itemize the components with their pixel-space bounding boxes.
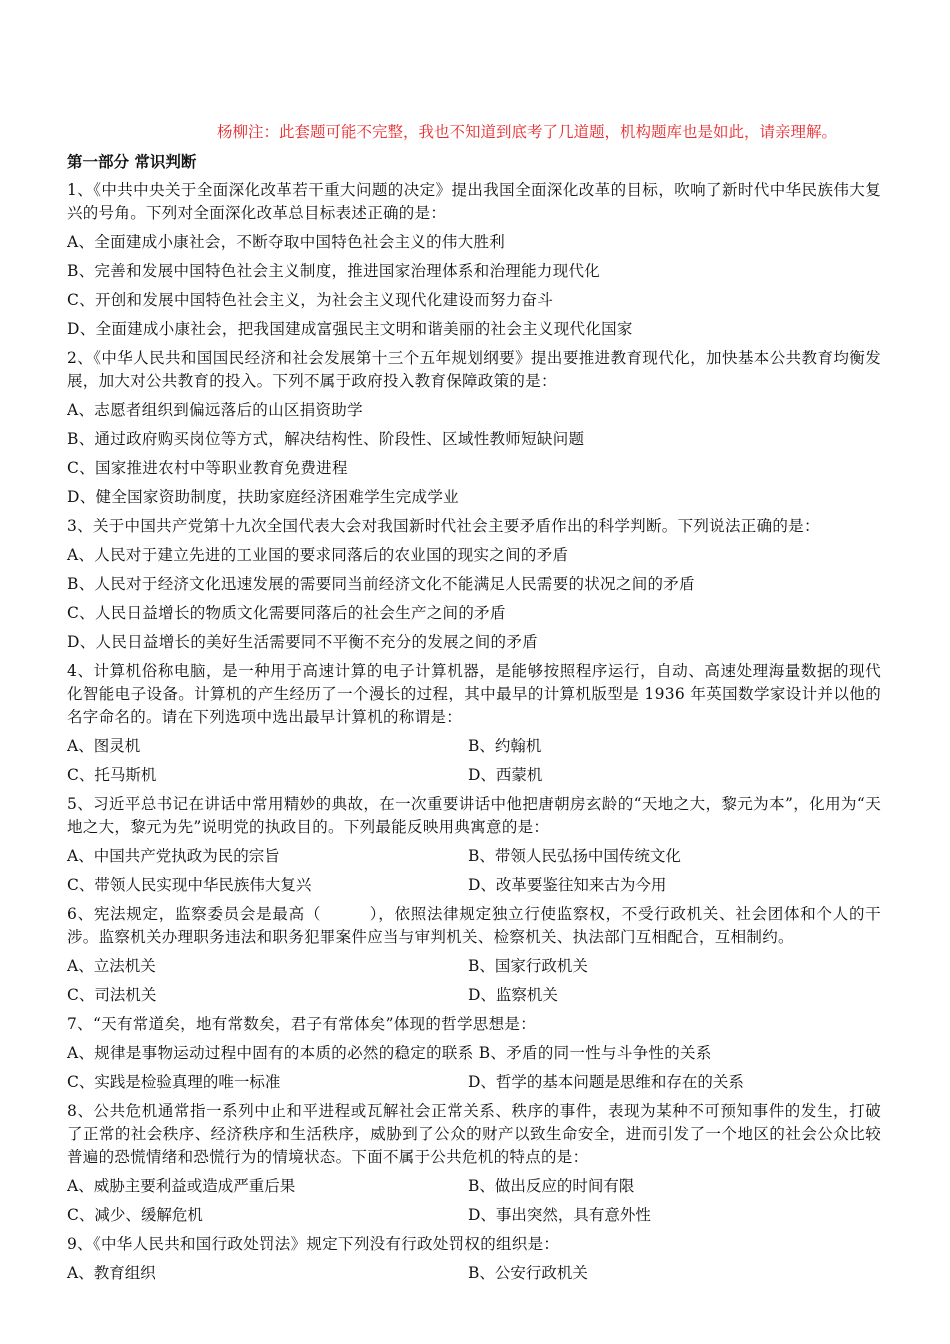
option-d: D、西蒙机 — [468, 766, 543, 784]
question-9 — [67, 1227, 881, 1285]
option-a: A、全面建成小康社会，不断夺取中国特色社会主义的伟大胜利 — [67, 233, 506, 251]
option-a: A、教育组织 — [67, 1264, 156, 1282]
option-b: B、国家行政机关 — [468, 957, 588, 975]
option-c: C、国家推进农村中等职业教育免费进程 — [67, 459, 348, 477]
option-c: C、开创和发展中国特色社会主义，为社会主义现代化建设而努力奋斗 — [67, 291, 554, 309]
option-a: A、立法机关 — [67, 957, 156, 975]
section-title: 第一部分 常识判断 — [67, 152, 197, 171]
option-d: D、监察机关 — [468, 986, 558, 1004]
option-b: B、人民对于经济文化迅速发展的需要同当前经济文化不能满足人民需要的状况之间的矛盾 — [67, 575, 695, 593]
option-c: C、司法机关 — [67, 986, 157, 1004]
option-d: D、健全国家资助制度，扶助家庭经济困难学生完成学业 — [67, 488, 459, 506]
option-a: A、志愿者组织到偏远落后的山区捐资助学 — [67, 401, 363, 419]
option-b: B、公安行政机关 — [468, 1264, 588, 1282]
option-a: A、图灵机 — [67, 737, 141, 755]
question-6 — [67, 897, 881, 1007]
question-7 — [67, 1007, 881, 1094]
option-c: C、人民日益增长的物质文化需要同落后的社会生产之间的矛盾 — [67, 604, 506, 622]
option-d: D、全面建成小康社会，把我国建成富强民主文明和谐美丽的社会主义现代化国家 — [67, 320, 633, 338]
option-b: B、带领人民弘扬中国传统文化 — [468, 847, 681, 865]
question-stem: 6、宪法规定，监察委员会是最高（ ），依照法律规定独立行使监察权，不受行政机关、社会团体和个人的干涉。监察机关办理职务违法和职务犯罪案件应当与审判机关、检察机关、执法部门互相配合，互相制约。 — [67, 905, 881, 946]
question-1 — [67, 173, 881, 341]
option-a-b: A、规律是事物运动过程中固有的本质的必然的稳定的联系 B、矛盾的同一性与斗争性的关系 — [67, 1044, 712, 1062]
editor-note: 杨柳注：此套题可能不完整，我也不知道到底考了几道题，机构题库也是如此，请亲理解。 — [216, 123, 837, 141]
option-a: A、中国共产党执政为民的宗旨 — [67, 847, 280, 865]
question-5 — [67, 787, 881, 897]
option-b: B、做出反应的时间有限 — [468, 1177, 635, 1195]
option-b: B、完善和发展中国特色社会主义制度，推进国家治理体系和治理能力现代化 — [67, 262, 601, 280]
option-c: C、托马斯机 — [67, 766, 157, 784]
document-page — [67, 121, 881, 1285]
question-stem: 4、计算机俗称电脑，是一种用于高速计算的电子计算机器，是能够按照程序运行，自动、高速处理海量数据的现代化智能电子设备。计算机的产生经历了一个漫长的过程，其中最早的计算机版型是 1936 年英国数学家设计并以他的名字命名的。请在下列选项中选出最早计算机的称谓是： — [67, 662, 881, 726]
question-3 — [67, 509, 881, 654]
option-a: A、人民对于建立先进的工业国的要求同落后的农业国的现实之间的矛盾 — [67, 546, 569, 564]
option-d: D、哲学的基本问题是思维和存在的关系 — [468, 1073, 744, 1091]
question-stem: 1、《中共中央关于全面深化改革若干重大问题的决定》提出我国全面深化改革的目标，吹响了新时代中华民族伟大复兴的号角。下列对全面深化改革总目标表述正确的是： — [67, 181, 881, 222]
option-a: A、威胁主要利益或造成严重后果 — [67, 1177, 296, 1195]
option-c: C、实践是检验真理的唯一标准 — [67, 1073, 281, 1091]
question-4 — [67, 654, 881, 787]
question-2 — [67, 341, 881, 509]
question-stem: 2、《中华人民共和国国民经济和社会发展第十三个五年规划纲要》提出要推进教育现代化，加快基本公共教育均衡发展，加大对公共教育的投入。下列不属于政府投入教育保障政策的是： — [67, 349, 881, 390]
question-stem: 3、关于中国共产党第十九次全国代表大会对我国新时代社会主要矛盾作出的科学判断。下列说法正确的是： — [67, 517, 820, 535]
option-d: D、事出突然，具有意外性 — [468, 1206, 651, 1224]
question-stem: 8、公共危机通常指一系列中止和平进程或瓦解社会正常关系、秩序的事件，表现为某种不可预知事件的发生，打破了正常的社会秩序、经济秩序和生活秩序，威胁到了公众的财产以致生命安全，进而引发了一个地区的社会公众比较普遍的恐慌情绪和恐慌行为的情境状态。下面不属于公共危机的特点的是： — [67, 1102, 881, 1166]
option-c: C、带领人民实现中华民族伟大复兴 — [67, 876, 312, 894]
option-b: B、约翰机 — [468, 737, 542, 755]
option-d: D、改革要鉴往知来古为今用 — [468, 876, 667, 894]
question-stem: 9、《中华人民共和国行政处罚法》规定下列没有行政处罚权的组织是： — [67, 1235, 560, 1253]
question-stem: 7、“天有常道矣，地有常数矣，君子有常体矣”体现的哲学思想是： — [67, 1015, 537, 1033]
option-c: C、减少、缓解危机 — [67, 1206, 203, 1224]
question-stem: 5、习近平总书记在讲话中常用精妙的典故，在一次重要讲话中他把唐朝房玄龄的“天地之大，黎元为本”，化用为“天地之大，黎元为先”说明党的执政目的。下列最能反映用典寓意的是： — [67, 795, 881, 836]
option-b: B、通过政府购买岗位等方式，解决结构性、阶段性、区域性教师短缺问题 — [67, 430, 585, 448]
question-8 — [67, 1094, 881, 1227]
option-d: D、人民日益增长的美好生活需要同不平衡不充分的发展之间的矛盾 — [67, 633, 538, 651]
